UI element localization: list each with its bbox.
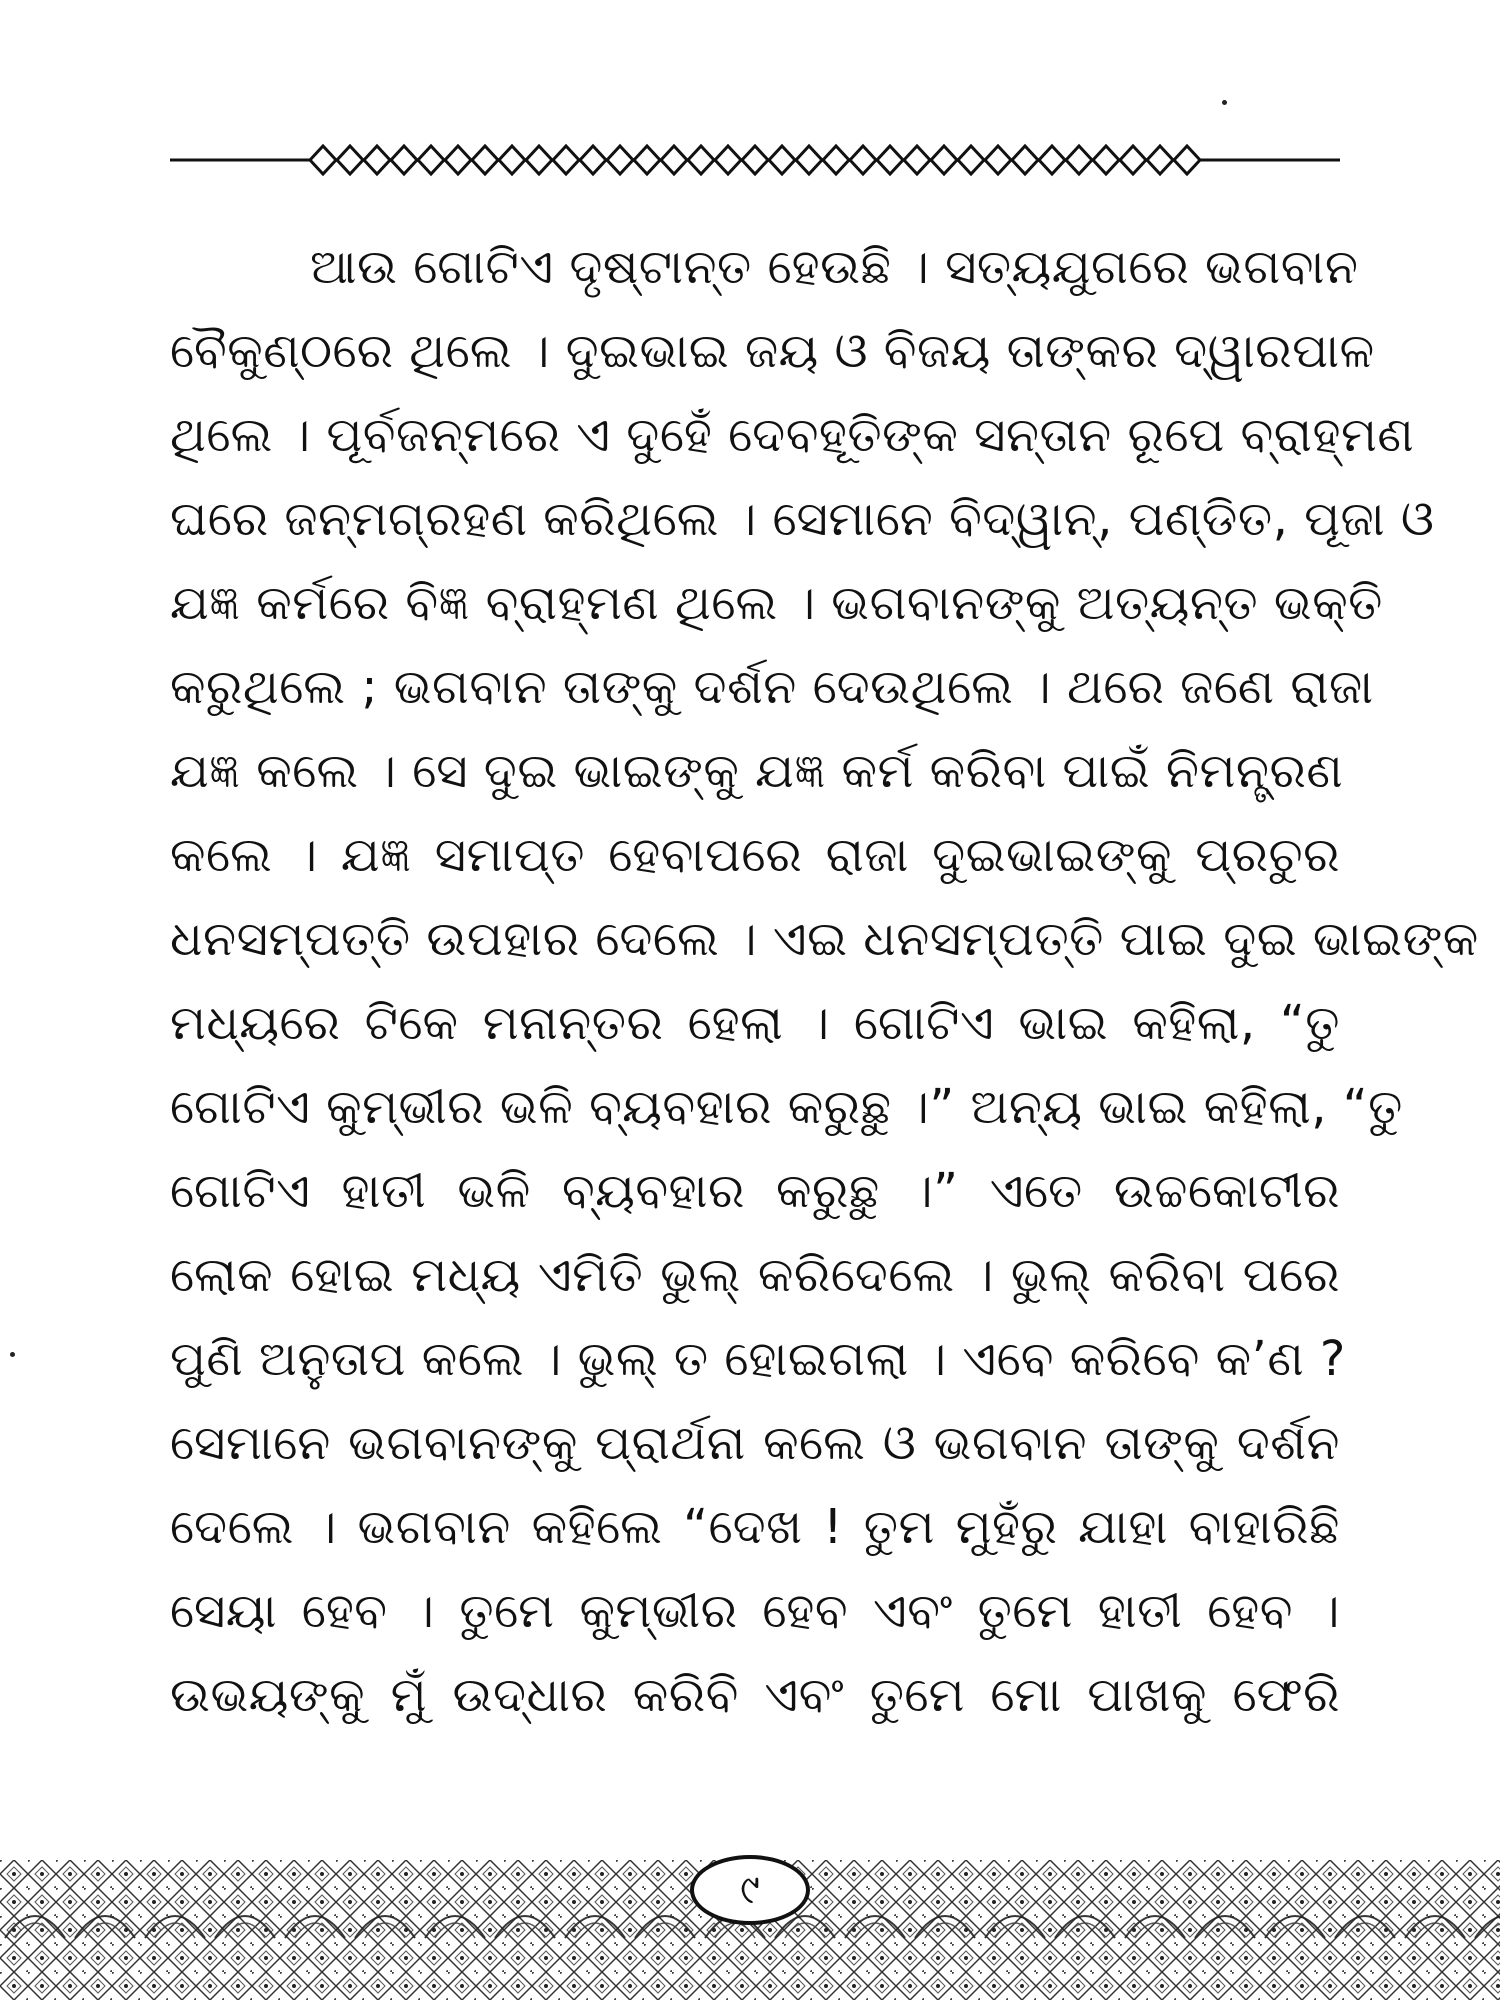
text-line: କରୁଥିଲେ ; ଭଗବାନ ତାଙ୍କୁ ଦର୍ଶନ ଦେଉଥିଲେ । ଥରେ ଜଣେ ରାଜା xyxy=(170,659,1374,715)
ornament-diamond xyxy=(607,146,633,174)
ornament-diamond xyxy=(526,146,552,174)
ornament-diamond xyxy=(823,146,849,174)
ornament-diamond xyxy=(1093,146,1119,174)
text-line: ଯଜ୍ଞ କଲେ । ସେ ଦୁଇ ଭାଇଙ୍କୁ ଯଜ୍ଞ କର୍ମ କରିବା ପାଇଁ ନିମନ୍ତ୍ରଣ xyxy=(170,743,1344,799)
ornament-diamond xyxy=(1012,146,1038,174)
ornament-diamond xyxy=(958,146,984,174)
text-line: ବୈକୁଣ୍ଠରେ ଥିଲେ । ଦୁଇଭାଇ ଜୟ ଓ ବିଜୟ ତାଙ୍କର ଦ୍ୱାରପାଳ xyxy=(170,323,1375,379)
ornament-diamond xyxy=(688,146,714,174)
text-line: ସେମାନେ ଭଗବାନଙ୍କୁ ପ୍ରାର୍ଥନା କଲେ ଓ ଭଗବାନ ତାଙ୍କୁ ଦର୍ଶନ xyxy=(170,1415,1340,1471)
ornament-diamond xyxy=(1147,146,1173,174)
ornament-diamond xyxy=(553,146,579,174)
ornament-diamond xyxy=(715,146,741,174)
ornament-diamond xyxy=(580,146,606,174)
ornament-diamond xyxy=(931,146,957,174)
print-speck xyxy=(1222,100,1227,105)
ornament-diamond xyxy=(904,146,930,174)
ornament-diamond xyxy=(850,146,876,174)
ornament-diamond xyxy=(661,146,687,174)
text-line: ମଧ୍ୟରେ ଟିକେ ମନାନ୍ତର ହେଲା । ଗୋଟିଏ ଭାଇ କହିଲା, “ତୁ xyxy=(170,995,1340,1051)
top-ornament-rule xyxy=(170,140,1340,180)
page-number: ୯ xyxy=(690,1855,810,1925)
ornament-diamond xyxy=(445,146,471,174)
text-line: କଲେ । ଯଜ୍ଞ ସମାପ୍ତ ହେବାପରେ ରାଜା ଦୁଇଭାଇଙ୍କୁ ପ୍ରଚୁର xyxy=(170,827,1340,883)
ornament-diamond xyxy=(1120,146,1146,174)
ornament-diamond xyxy=(877,146,903,174)
ornament-diamond xyxy=(418,146,444,174)
text-line: ଉଭୟଙ୍କୁ ମୁଁ ଉଦ୍ଧାର କରିବି ଏବଂ ତୁମେ ମୋ ପାଖକୁ ଫେରି xyxy=(170,1667,1340,1723)
ornament-diamond xyxy=(634,146,660,174)
text-line: ଯଜ୍ଞ କର୍ମରେ ବିଜ୍ଞ ବ୍ରାହ୍ମଣ ଥିଲେ । ଭଗବାନଙ୍କୁ ଅତ୍ୟନ୍ତ ଭକ୍ତି xyxy=(170,575,1383,631)
ornament-diamond xyxy=(985,146,1011,174)
text-line: ଗୋଟିଏ କୁମ୍ଭୀର ଭଳି ବ୍ୟବହାର କରୁଛୁ ।” ଅନ୍ୟ ଭାଇ କହିଲା, “ତୁ xyxy=(170,1079,1403,1135)
text-line: ଦେଲେ । ଭଗବାନ କହିଲେ “ଦେଖ ! ତୁମ ମୁହଁରୁ ଯାହା ବାହାରିଛି xyxy=(170,1499,1340,1555)
ornament-diamond xyxy=(769,146,795,174)
ornament-diamond xyxy=(364,146,390,174)
text-line: ପୁଣି ଅନୁତାପ କଲେ । ଭୁଲ୍ ତ ହୋଇଗଲା । ଏବେ କରିବେ କ’ଣ ? xyxy=(170,1331,1346,1387)
body-text xyxy=(170,225,1479,1825)
text-line: ଗୋଟିଏ ହାତୀ ଭଳି ବ୍ୟବହାର କରୁଛୁ ।” ଏତେ ଉଚ୍ଚକୋଟୀର xyxy=(170,1163,1340,1219)
text-line: ସେୟା ହେବ । ତୁମେ କୁମ୍ଭୀର ହେବ ଏବଂ ତୁମେ ହାତୀ ହେବ । xyxy=(170,1583,1340,1639)
ornament-diamond xyxy=(310,146,336,174)
text-line: ଘରେ ଜନ୍ମଗ୍ରହଣ କରିଥିଲେ । ସେମାନେ ବିଦ୍ୱାନ୍, ପଣ୍ଡିତ, ପୂଜା ଓ xyxy=(170,491,1435,547)
print-speck xyxy=(10,1352,15,1357)
text-line: ଲୋକ ହୋଇ ମଧ୍ୟ ଏମିତି ଭୁଲ୍ କରିଦେଲେ । ଭୁଲ୍ କରିବା ପରେ xyxy=(170,1247,1340,1303)
ornament-diamond xyxy=(1174,146,1200,174)
ornament-diamond xyxy=(742,146,768,174)
text-line: ଧନସମ୍ପତ୍ତି ଉପହାର ଦେଲେ । ଏଇ ଧନସମ୍ପତ୍ତି ପାଇ ଦୁଇ ଭାଇଙ୍କ xyxy=(170,911,1479,967)
ornament-diamond xyxy=(499,146,525,174)
ornament-diamond xyxy=(391,146,417,174)
ornament-diamond xyxy=(796,146,822,174)
ornament-diamond xyxy=(1039,146,1065,174)
ornament-diamond xyxy=(337,146,363,174)
text-line: ଥିଲେ । ପୂର୍ବଜନ୍ମରେ ଏ ଦୁହେଁ ଦେବହୂତିଙ୍କ ସନ୍ତାନ ରୂପେ ବ୍ରାହ୍ମଣ xyxy=(170,407,1415,463)
text-line: ଆଉ ଗୋଟିଏ ଦୃଷ୍ଟାନ୍ତ ହେଉଛି । ସତ୍ୟଯୁଗରେ ଭଗବାନ xyxy=(310,239,1359,295)
ornament-diamond xyxy=(472,146,498,174)
ornament-diamond xyxy=(1066,146,1092,174)
